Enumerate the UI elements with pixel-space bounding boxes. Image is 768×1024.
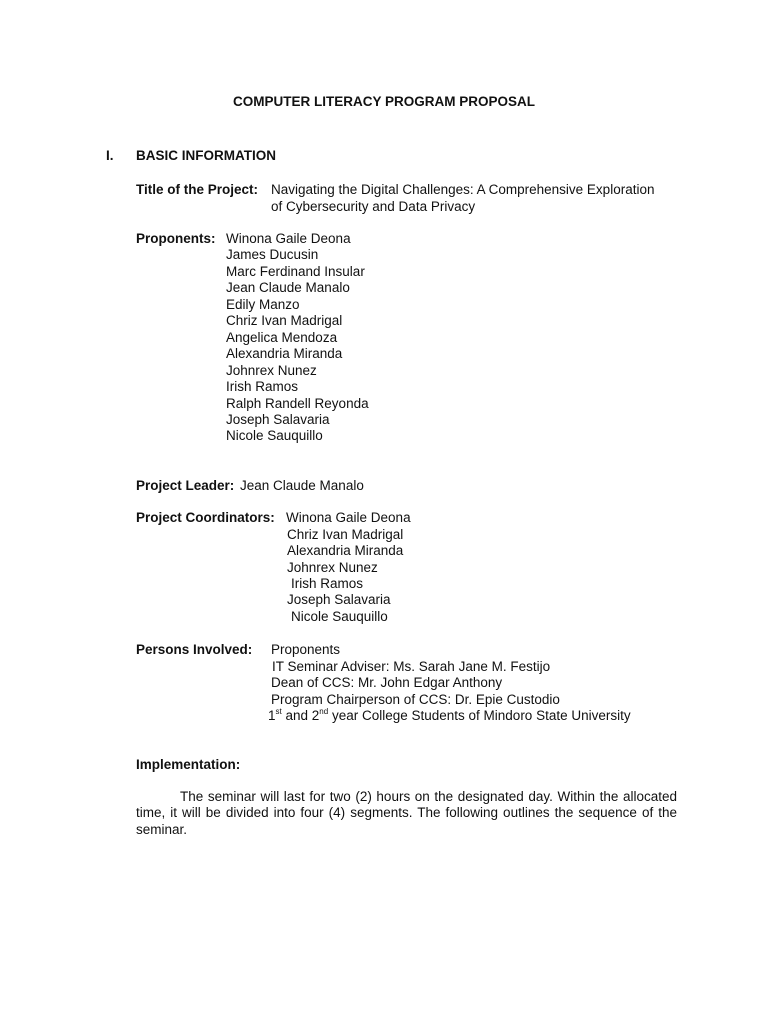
list-item: Winona Gaile Deona — [226, 231, 351, 246]
students-second-year: and 2 — [281, 708, 320, 723]
persons-involved-students — [268, 708, 631, 725]
list-item: Alexandria Miranda — [226, 346, 343, 362]
persons-involved-label: Persons Involved: — [136, 642, 253, 657]
students-description: year College Students of Mindoro State University — [328, 708, 631, 723]
list-item: Jean Claude Manalo — [226, 280, 350, 296]
list-item: James Ducusin — [226, 247, 319, 263]
students-first-year: 1 — [268, 708, 276, 723]
project-title-label: Title of the Project: — [136, 182, 259, 197]
project-leader-name: Jean Claude Manalo — [240, 478, 364, 493]
section-heading: BASIC INFORMATION — [136, 148, 276, 163]
coordinator-name: Nicole Sauquillo — [291, 609, 388, 624]
persons-involved-item: IT Seminar Adviser: Ms. Sarah Jane M. Festijo — [272, 659, 551, 674]
list-item: Chriz Ivan Madrigal — [226, 313, 343, 329]
project-coordinators-label: Project Coordinators: — [136, 510, 275, 525]
implementation-paragraph: The seminar will last for two (2) hours on the designated day. Within the allocated time, it will be divided into four (4) segments. The following outlines the sequence of the seminar. — [136, 789, 677, 837]
list-item: Johnrex Nunez — [226, 362, 317, 378]
proponents-list — [226, 231, 369, 445]
implementation-label: Implementation: — [136, 757, 241, 772]
list-item: Angelica Mendoza — [226, 329, 338, 345]
list-item: Ralph Randell Reyonda — [226, 395, 369, 411]
coordinator-name: Joseph Salavaria — [287, 592, 391, 607]
project-title-line-2: of Cybersecurity and Data Privacy — [271, 199, 476, 214]
persons-involved-item: Proponents — [271, 642, 341, 657]
project-title-line-1: Navigating the Digital Challenges: A Comprehensive Exploration — [271, 182, 655, 197]
coordinator-name: Irish Ramos — [291, 576, 364, 591]
list-item: Irish Ramos — [226, 379, 299, 395]
proponents-label: Proponents: — [136, 231, 216, 246]
section-numeral: I. — [106, 148, 114, 163]
first-year-superscript: st — [275, 706, 282, 716]
coordinator-name: Alexandria Miranda — [287, 543, 404, 558]
persons-involved-item: Program Chairperson of CCS: Dr. Epie Custodio — [271, 692, 560, 707]
document-title: COMPUTER LITERACY PROGRAM PROPOSAL — [232, 94, 536, 109]
list-item: Nicole Sauquillo — [226, 428, 323, 444]
coordinator-name: Chriz Ivan Madrigal — [287, 527, 404, 542]
coordinator-name: Johnrex Nunez — [287, 560, 378, 575]
second-year-superscript: nd — [319, 706, 329, 716]
persons-involved-item: Dean of CCS: Mr. John Edgar Anthony — [271, 675, 503, 690]
list-item: Edily Manzo — [226, 296, 300, 312]
coordinator-name: Winona Gaile Deona — [286, 510, 411, 525]
list-item: Marc Ferdinand Insular — [226, 263, 365, 279]
list-item: Joseph Salavaria — [226, 411, 330, 427]
project-leader-label: Project Leader: — [136, 478, 235, 493]
